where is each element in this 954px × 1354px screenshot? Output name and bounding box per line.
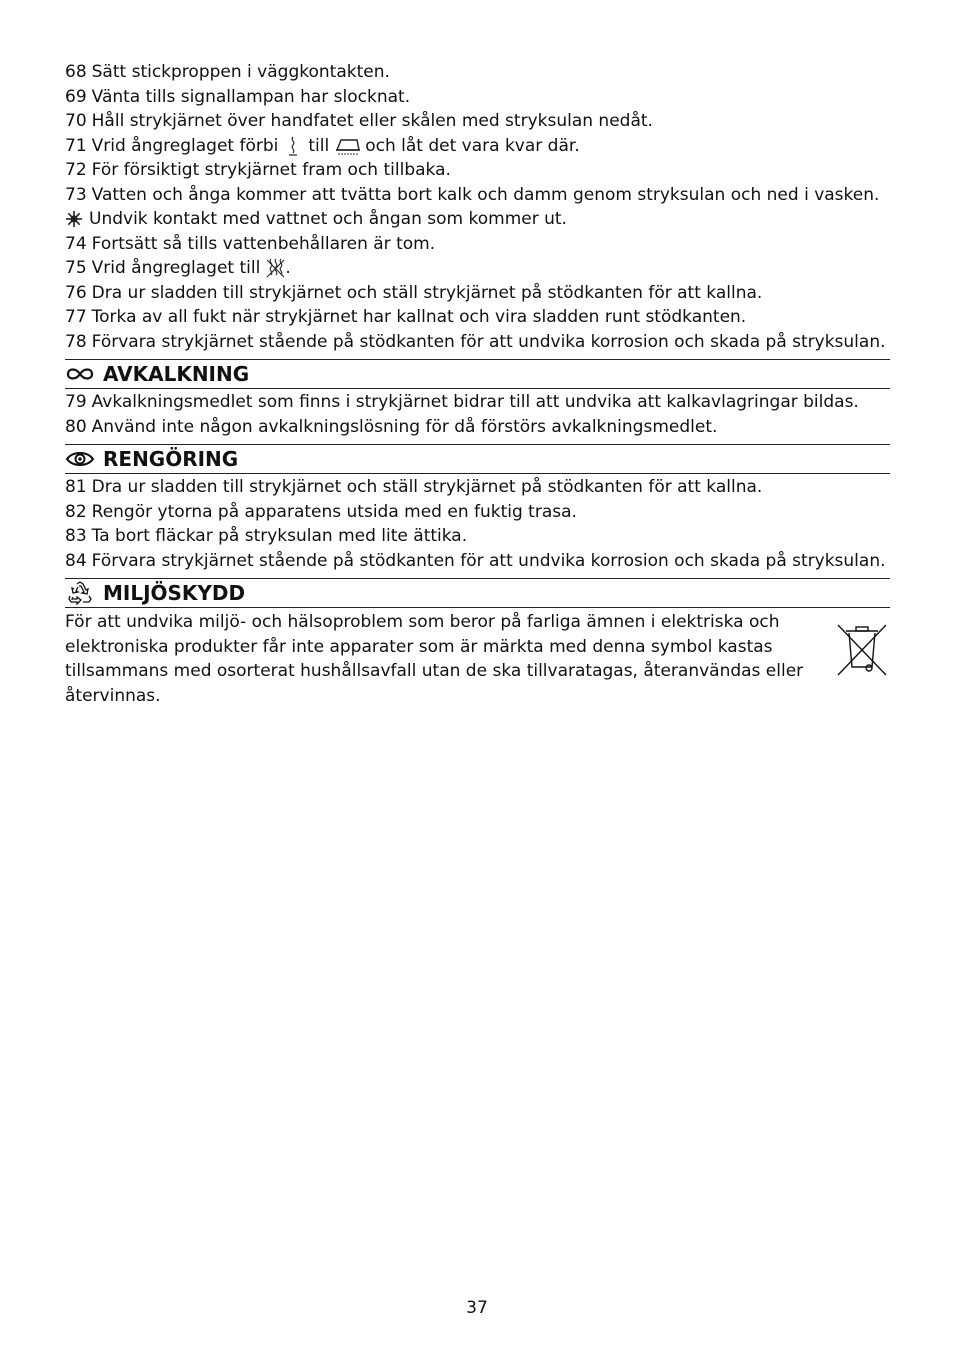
step-number: 81 xyxy=(65,477,87,497)
section-title: AVKALKNING xyxy=(103,362,250,386)
list-item xyxy=(65,415,890,440)
step-text: . xyxy=(285,258,291,278)
list-item xyxy=(65,256,890,281)
step-number: 73 xyxy=(65,184,87,205)
list-item xyxy=(65,281,890,306)
list-item xyxy=(65,524,890,549)
list-item xyxy=(65,390,890,415)
list-item xyxy=(65,109,890,134)
section-list xyxy=(65,475,890,573)
infinity-icon xyxy=(65,366,95,382)
steam-off-icon xyxy=(265,258,285,278)
step-text: Vatten och ånga kommer att tvätta bort kalk och damm genom stryksulan och ned i vasken. xyxy=(91,184,880,205)
list-item xyxy=(65,134,890,159)
step-text: Vrid ångreglaget förbi xyxy=(91,135,279,156)
recycle-icon xyxy=(65,581,95,605)
step-text: Avkalkningsmedlet som finns i strykjärnet bidrar till att undvika att kalkavlagringar bildas. xyxy=(91,392,859,412)
list-item xyxy=(65,232,890,257)
step-number: 83 xyxy=(65,526,87,546)
step-text: För försiktigt strykjärnet fram och tillbaka. xyxy=(91,160,451,180)
step-text: Sätt stickproppen i väggkontakten. xyxy=(91,62,390,82)
step-number: 69 xyxy=(65,86,87,107)
step-number: 70 xyxy=(65,111,87,131)
step-text: Dra ur sladden till strykjärnet och ställ strykjärnet på stödkanten för att kallna. xyxy=(91,477,763,497)
step-number: 79 xyxy=(65,392,87,412)
step-number: 77 xyxy=(65,307,87,327)
eye-icon xyxy=(65,450,95,468)
warning-text: Undvik kontakt med vattnet och ångan som kommer ut. xyxy=(89,209,567,229)
list-item xyxy=(65,158,890,183)
page-number: 37 xyxy=(466,1298,488,1318)
step-number: 75 xyxy=(65,258,87,278)
list-item xyxy=(65,549,890,574)
step-text: och låt det vara kvar där. xyxy=(365,135,580,156)
section-title: RENGÖRING xyxy=(103,447,239,471)
step-text: Ta bort fläckar på stryksulan med lite ättika. xyxy=(91,526,468,546)
section-heading-avkalkning xyxy=(65,359,890,389)
step-text: Förvara strykjärnet stående på stödkanten för att undvika korrosion och skada på stryksulan. xyxy=(91,550,886,571)
list-item xyxy=(65,330,890,355)
step-text: Vänta tills signallampan har slocknat. xyxy=(91,86,411,107)
list-item xyxy=(65,475,890,500)
burst-warning-icon xyxy=(65,210,83,228)
list-item xyxy=(65,85,890,110)
step-text: Förvara strykjärnet stående på stödkanten för att undvika korrosion och skada på stryksulan. xyxy=(91,331,886,352)
step-number: 71 xyxy=(65,135,87,156)
environment-paragraph: För att undvika miljö- och hälsoproblem som beror på farliga ämnen i elektriska och elektroniska produkter får inte apparater som är märkta med denna symbol kastas tillsammans med osorterat hushållsavfall utan de ska tillvaratagas, återanvändas eller återvinnas. xyxy=(65,612,804,706)
crossed-bin-icon xyxy=(836,623,954,683)
list-item xyxy=(65,183,890,208)
step-text: Dra ur sladden till strykjärnet och ställ strykjärnet på stödkanten för att kallna. xyxy=(91,282,763,303)
step-text: Vrid ångreglaget till xyxy=(91,258,261,278)
step-text: Torka av all fukt när strykjärnet har kallnat och vira sladden runt stödkanten. xyxy=(91,307,747,327)
step-text: Använd inte någon avkalkningslösning för då förstörs avkalkningsmedlet. xyxy=(91,416,718,437)
page-content xyxy=(65,60,890,708)
iron-sole-icon xyxy=(335,136,361,156)
step-number: 84 xyxy=(65,550,87,571)
step-number: 82 xyxy=(65,501,87,522)
step-number: 76 xyxy=(65,282,87,303)
steps-list xyxy=(65,60,890,354)
section-list xyxy=(65,390,890,439)
step-text: Fortsätt så tills vattenbehållaren är tom. xyxy=(91,233,436,254)
step-number: 72 xyxy=(65,160,87,180)
step-text: Rengör ytorna på apparatens utsida med en fuktig trasa. xyxy=(91,501,577,522)
step-number: 80 xyxy=(65,416,87,437)
section-heading-miljoskydd xyxy=(65,578,890,608)
warning-item xyxy=(65,207,890,232)
step-number: 78 xyxy=(65,331,87,352)
section-title: MILJÖSKYDD xyxy=(103,581,246,605)
step-number: 74 xyxy=(65,233,87,254)
step-text: Håll strykjärnet över handfatet eller skålen med stryksulan nedåt. xyxy=(91,111,653,131)
list-item xyxy=(65,60,890,85)
list-item xyxy=(65,500,890,525)
step-number: 68 xyxy=(65,62,87,82)
steam-dial-icon xyxy=(286,136,300,156)
list-item xyxy=(65,305,890,330)
step-text: till xyxy=(308,135,330,156)
section-heading-rengoring xyxy=(65,444,890,474)
environment-paragraph-block xyxy=(65,608,805,708)
